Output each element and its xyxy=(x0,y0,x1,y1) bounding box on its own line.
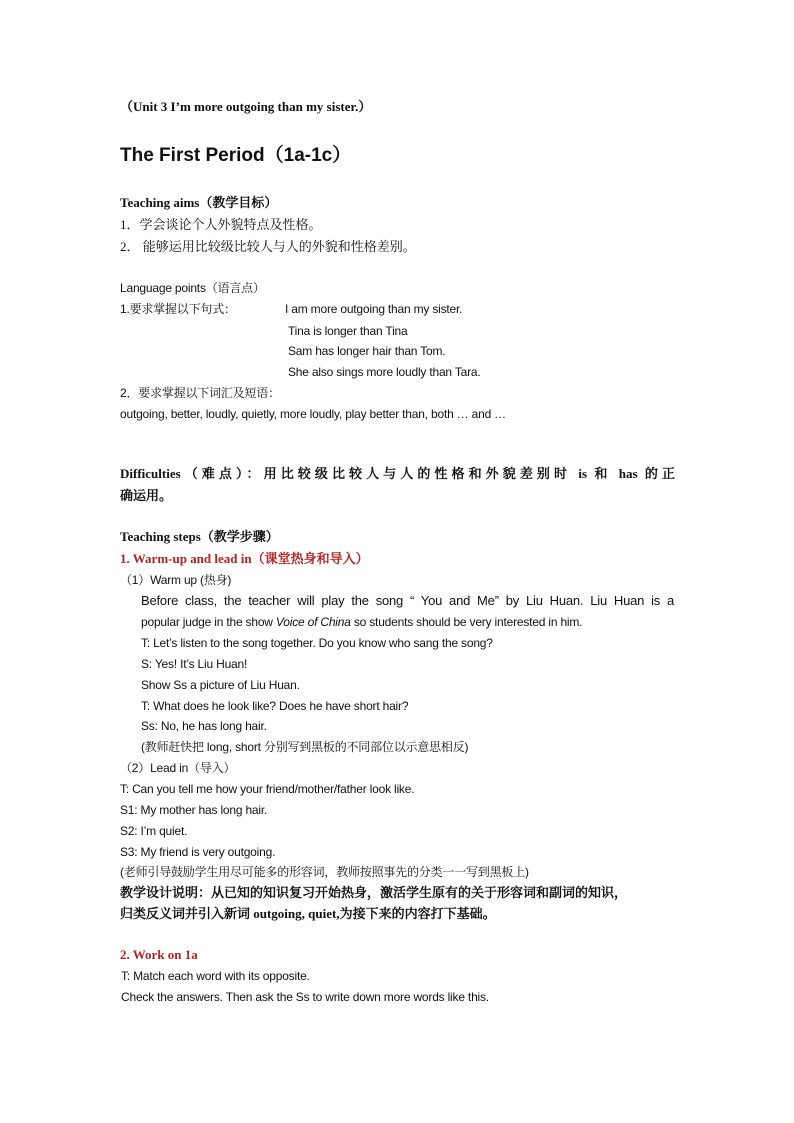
difficulties-line: 确运用。 xyxy=(120,488,173,503)
teaching-steps-heading: Teaching steps（教学步骤） xyxy=(120,529,279,544)
vocabulary-list: outgoing, better, loudly, quietly, more loudly, play better than, both … and … xyxy=(120,407,506,421)
language-point-label: 2．要求掌握以下词汇及短语： xyxy=(120,386,280,400)
sentence-pattern: Tina is longer than Tina xyxy=(288,324,408,338)
teacher-note: (教师赶快把 long, short 分别写到黑板的不同部位以示意思相反) xyxy=(141,740,469,754)
dialogue-line: S1: My mother has long hair. xyxy=(120,803,268,817)
language-points-heading: Language points（语言点） xyxy=(120,281,265,295)
warmup-paragraph-line: Before class, the teacher will play the song “ You and Me” by Liu Huan. Liu Huan is a xyxy=(141,593,674,608)
dialogue-line: S: Yes! It’s Liu Huan! xyxy=(141,657,248,671)
language-point-label: 1.要求掌握以下句式： xyxy=(120,302,236,316)
dialogue-line: T: Match each word with its opposite. xyxy=(121,969,310,983)
design-note-line: 归类反义词并引入新词 outgoing, quiet,为接下来的内容打下基础。 xyxy=(120,906,496,921)
warmup-label: （1）Warm up (热身) xyxy=(120,573,232,587)
show-title: Voice of China xyxy=(275,615,351,629)
step-title: 2. Work on 1a xyxy=(120,947,198,962)
teacher-note: (老师引导鼓励学生用尽可能多的形容词，教师按照事先的分类一一写到黑板上) xyxy=(120,865,529,879)
warmup-paragraph-line xyxy=(141,613,582,631)
warmup-text: so students should be very interested in him. xyxy=(350,615,583,629)
leadin-label: （2）Lead in（导入） xyxy=(120,761,236,775)
sentence-pattern: Sam has longer hair than Tom. xyxy=(288,344,446,358)
aim-item: 2． 能够运用比较级比较人与人的外貌和性格差别。 xyxy=(120,239,416,254)
dialogue-line: S2: I’m quiet. xyxy=(120,824,188,838)
sentence-pattern: She also sings more loudly than Tara. xyxy=(288,365,481,379)
difficulties-line: Difficulties（难点）：用比较级比较人与人的性格和外貌差别时 is 和 has 的正 xyxy=(120,466,675,481)
dialogue-line: T: Can you tell me how your friend/mother/father look like. xyxy=(120,782,415,796)
design-note-line: 教学设计说明：从已知的知识复习开始热身，激活学生原有的关于形容词和副词的知识， xyxy=(120,885,628,900)
step-title: 1. Warm-up and lead in（课堂热身和导入） xyxy=(120,551,369,566)
unit-heading: （Unit 3 I’m more outgoing than my sister.） xyxy=(120,99,372,114)
dialogue-line: S3: My friend is very outgoing. xyxy=(120,845,276,859)
teaching-aims-heading: Teaching aims（教学目标） xyxy=(120,195,278,210)
dialogue-line: T: What does he look like? Does he have short hair? xyxy=(141,699,409,713)
instruction-line: Check the answers. Then ask the Ss to write down more words like this. xyxy=(121,990,489,1004)
aim-item: 1．学会谈论个人外貌特点及性格。 xyxy=(120,217,322,232)
dialogue-line: Ss: No, he has long hair. xyxy=(141,719,267,733)
warmup-text: popular judge in the show xyxy=(141,615,276,629)
dialogue-line: T: Let’s listen to the song together. Do you know who sang the song? xyxy=(141,636,493,650)
period-title: The First Period（1a-1c） xyxy=(120,145,352,166)
sentence-pattern: I am more outgoing than my sister. xyxy=(285,302,463,316)
instruction-line: Show Ss a picture of Liu Huan. xyxy=(141,678,300,692)
